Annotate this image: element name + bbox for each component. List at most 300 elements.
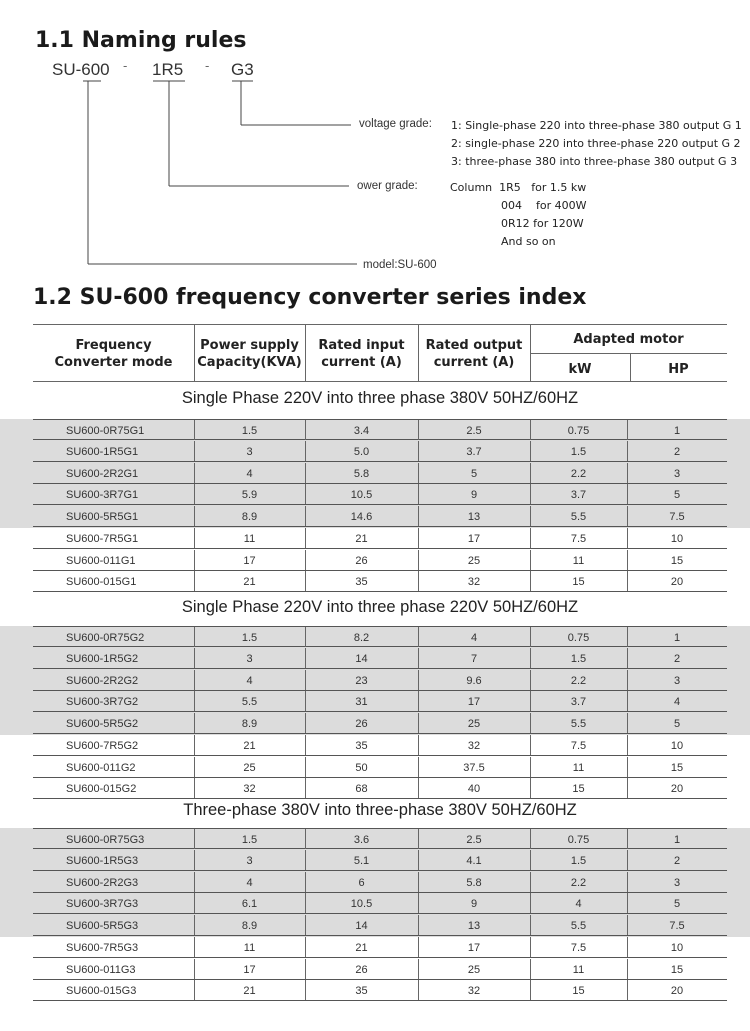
column-divider [530, 757, 531, 777]
cell-input-current: 14 [355, 920, 368, 932]
cell-hp: 2 [673, 855, 681, 867]
cell-capacity: 1.5 [241, 834, 258, 846]
column-divider [418, 463, 419, 483]
cell-output-current: 17 [467, 533, 481, 545]
column-divider [530, 648, 531, 668]
table-row [33, 550, 727, 571]
cell-hp: 20 [670, 783, 684, 795]
column-divider [194, 648, 195, 668]
cell-hp: 7.5 [669, 511, 685, 523]
cell-model: SU600-5R5G2 [66, 718, 139, 730]
cell-input-current: 8.2 [353, 632, 370, 644]
voltage-grade-label: voltage grade: [359, 118, 432, 130]
cell-output-current: 32 [467, 576, 481, 588]
cell-model: SU600-5R5G1 [66, 511, 139, 523]
column-divider [305, 670, 306, 690]
cell-hp: 2 [673, 446, 681, 458]
column-divider [418, 850, 419, 870]
column-divider [418, 778, 419, 798]
cell-hp: 5 [673, 718, 681, 730]
column-divider [627, 850, 628, 870]
cell-hp: 10 [670, 740, 684, 752]
header-hp: HP [668, 361, 689, 377]
cell-hp: 3 [673, 675, 681, 687]
column-divider [194, 463, 195, 483]
cell-model: SU600-1R5G1 [66, 446, 139, 458]
column-divider [627, 757, 628, 777]
voltage-desc-line: 3: three-phase 380 into three-phase 380 output G 3 [451, 155, 738, 168]
table-row [33, 828, 727, 849]
cell-input-current: 26 [355, 555, 368, 567]
cell-model: SU600-3R7G1 [66, 489, 139, 501]
cell-model: SU600-2R2G1 [66, 468, 139, 480]
column-divider [305, 627, 306, 647]
cell-model: SU600-011G3 [66, 964, 136, 976]
column-divider [530, 959, 531, 979]
header-input-current: Rated input current (A) [318, 338, 405, 370]
cell-input-current: 3.6 [353, 834, 370, 846]
column-divider [418, 571, 419, 591]
column-divider [194, 441, 195, 461]
cell-output-current: 32 [467, 740, 481, 752]
code-separator: - [123, 58, 128, 73]
cell-capacity: 17 [243, 964, 256, 976]
column-divider [418, 670, 419, 690]
cell-kw: 5.5 [570, 920, 587, 932]
column-divider [305, 528, 306, 548]
cell-model: SU600-0R75G2 [66, 632, 145, 644]
cell-hp: 2 [673, 653, 681, 665]
column-divider [194, 893, 195, 913]
column-divider [627, 691, 628, 711]
column-divider [418, 528, 419, 548]
table-row [33, 648, 727, 669]
column-divider [305, 691, 306, 711]
cell-output-current: 9 [470, 898, 478, 910]
column-divider [305, 484, 306, 504]
cell-kw: 3.7 [570, 696, 587, 708]
cell-model: SU600-011G2 [66, 762, 136, 774]
cell-capacity: 5.9 [241, 489, 258, 501]
cell-kw: 4 [575, 898, 582, 910]
column-divider [418, 893, 419, 913]
column-divider [418, 550, 419, 570]
cell-kw: 11 [572, 762, 585, 774]
cell-hp: 7.5 [669, 920, 685, 932]
cell-kw: 15 [572, 783, 585, 795]
column-divider [530, 829, 531, 849]
cell-model: SU600-0R75G1 [66, 425, 145, 437]
cell-kw: 5.5 [570, 718, 587, 730]
code-series: SU-600 [52, 60, 110, 79]
column-divider [530, 980, 531, 1000]
column-divider [194, 506, 195, 526]
cell-model: SU600-015G2 [66, 783, 137, 795]
column-divider [627, 627, 628, 647]
table-row [33, 419, 727, 440]
section-title: Three-phase 380V into three-phase 380V 50HZ/60HZ [183, 801, 577, 819]
cell-output-current: 3.7 [466, 446, 482, 458]
column-divider [530, 915, 531, 935]
column-divider [418, 506, 419, 526]
cell-kw: 1.5 [570, 446, 587, 458]
column-divider [305, 829, 306, 849]
cell-input-current: 26 [355, 718, 368, 730]
table-row [33, 959, 727, 980]
cell-kw: 7.5 [570, 942, 587, 954]
column-divider [305, 506, 306, 526]
cell-input-current: 5.0 [353, 446, 370, 458]
cell-model: SU600-015G3 [66, 985, 137, 997]
column-divider [194, 670, 195, 690]
cell-capacity: 1.5 [241, 425, 258, 437]
column-divider [530, 872, 531, 892]
column-divider [627, 713, 628, 733]
cell-kw: 15 [572, 576, 585, 588]
column-divider [627, 528, 628, 548]
column-divider [194, 980, 195, 1000]
column-divider [194, 850, 195, 870]
cell-model: SU600-015G1 [66, 576, 137, 588]
table-row [33, 670, 727, 691]
cell-kw: 2.2 [570, 468, 587, 480]
cell-model: SU600-5R5G3 [66, 920, 139, 932]
column-divider [305, 915, 306, 935]
cell-hp: 15 [670, 964, 684, 976]
column-divider [627, 959, 628, 979]
cell-capacity: 8.9 [241, 511, 258, 523]
cell-output-current: 4 [470, 632, 478, 644]
cell-input-current: 50 [355, 762, 368, 774]
cell-capacity: 32 [243, 783, 256, 795]
table-row [33, 757, 727, 778]
table-row [33, 441, 727, 462]
cell-output-current: 25 [467, 555, 481, 567]
cell-hp: 4 [673, 696, 681, 708]
cell-output-current: 2.5 [466, 834, 482, 846]
cell-model: SU600-2R2G2 [66, 675, 139, 687]
cell-model: SU600-3R7G3 [66, 898, 139, 910]
cell-output-current: 5.8 [466, 877, 482, 889]
column-divider [530, 670, 531, 690]
cell-kw: 1.5 [570, 855, 587, 867]
cell-input-current: 26 [355, 964, 368, 976]
table-row [33, 980, 727, 1001]
cell-kw: 11 [572, 964, 585, 976]
cell-kw: 0.75 [567, 834, 590, 846]
cell-capacity: 4 [246, 675, 253, 687]
cell-kw: 15 [572, 985, 585, 997]
voltage-grade-description [451, 117, 742, 171]
cell-output-current: 9.6 [466, 675, 482, 687]
cell-input-current: 14.6 [350, 511, 373, 523]
model-label: model:SU-600 [363, 259, 437, 271]
column-divider [530, 691, 531, 711]
cell-input-current: 31 [355, 696, 368, 708]
cell-model: SU600-2R2G3 [66, 877, 139, 889]
cell-model: SU600-7R5G2 [66, 740, 139, 752]
header-output-current: Rated output current (A) [425, 338, 523, 370]
column-divider [627, 441, 628, 461]
cell-output-current: 25 [467, 718, 481, 730]
column-divider [194, 959, 195, 979]
column-divider [194, 571, 195, 591]
cell-kw: 2.2 [570, 675, 587, 687]
cell-output-current: 32 [467, 985, 481, 997]
cell-kw: 7.5 [570, 533, 587, 545]
column-divider [305, 959, 306, 979]
section-title: Single Phase 220V into three phase 380V 50HZ/60HZ [181, 389, 579, 407]
column-divider [530, 893, 531, 913]
table-row [33, 872, 727, 893]
column-divider [418, 648, 419, 668]
table-row [33, 506, 727, 527]
cell-output-current: 7 [470, 653, 478, 665]
cell-output-current: 17 [467, 696, 481, 708]
column-divider [530, 441, 531, 461]
table-row [33, 528, 727, 549]
cell-hp: 1 [673, 834, 681, 846]
column-divider [194, 528, 195, 548]
column-divider [530, 778, 531, 798]
column-divider [530, 627, 531, 647]
cell-hp: 3 [673, 468, 681, 480]
cell-capacity: 3 [246, 855, 253, 867]
series-index-title: 1.2 SU-600 frequency converter series index [33, 285, 587, 310]
voltage-desc-line: 2: single-phase 220 into three-phase 220 output G 2 [451, 137, 741, 150]
section-title: Single Phase 220V into three phase 220V 50HZ/60HZ [181, 598, 579, 616]
column-divider [530, 550, 531, 570]
cell-capacity: 21 [243, 985, 256, 997]
column-divider [530, 463, 531, 483]
header-mode: Frequency Converter mode [54, 338, 173, 370]
table-row [33, 778, 727, 799]
column-divider [305, 980, 306, 1000]
cell-hp: 3 [673, 877, 681, 889]
cell-input-current: 21 [355, 942, 368, 954]
column-divider [418, 735, 419, 755]
cell-kw: 0.75 [567, 632, 590, 644]
cell-capacity: 4 [246, 468, 253, 480]
column-divider [627, 829, 628, 849]
column-divider [305, 441, 306, 461]
cell-input-current: 5.1 [353, 855, 370, 867]
column-divider [194, 420, 195, 440]
cell-capacity: 17 [243, 555, 256, 567]
column-divider [418, 829, 419, 849]
column-divider [627, 778, 628, 798]
cell-hp: 10 [670, 533, 684, 545]
header-capacity: Power supply Capacity(KVA) [197, 338, 302, 370]
column-divider [530, 850, 531, 870]
cell-output-current: 4.1 [466, 855, 482, 867]
column-divider [305, 571, 306, 591]
cell-hp: 5 [673, 898, 681, 910]
cell-output-current: 5 [470, 468, 478, 480]
table-row [33, 626, 727, 647]
column-divider [530, 484, 531, 504]
table-row [33, 735, 727, 756]
cell-input-current: 6 [358, 877, 365, 889]
cell-hp: 20 [670, 576, 684, 588]
column-divider [305, 937, 306, 957]
cell-input-current: 3.4 [353, 425, 370, 437]
cell-input-current: 35 [355, 576, 368, 588]
cell-model: SU600-7R5G3 [66, 942, 139, 954]
column-divider [530, 420, 531, 440]
cell-model: SU600-011G1 [66, 555, 136, 567]
cell-hp: 10 [670, 942, 684, 954]
column-divider [305, 550, 306, 570]
column-divider [627, 550, 628, 570]
cell-output-current: 40 [467, 783, 481, 795]
cell-model: SU600-1R5G2 [66, 653, 139, 665]
cell-capacity: 4 [246, 877, 253, 889]
column-divider [305, 893, 306, 913]
cell-output-current: 13 [467, 511, 481, 523]
column-divider [530, 735, 531, 755]
column-divider [194, 627, 195, 647]
cell-input-current: 10.5 [350, 489, 373, 501]
column-divider [627, 670, 628, 690]
column-divider [194, 937, 195, 957]
cell-output-current: 25 [467, 964, 481, 976]
column-divider [627, 915, 628, 935]
cell-output-current: 13 [467, 920, 481, 932]
column-divider [418, 915, 419, 935]
column-divider [530, 571, 531, 591]
power-desc-line: 0R12 for 120W [501, 217, 584, 230]
column-divider [418, 691, 419, 711]
column-divider [627, 506, 628, 526]
cell-kw: 3.7 [570, 489, 587, 501]
cell-model: SU600-7R5G1 [66, 533, 139, 545]
header-adapted-motor: Adapted motor [573, 331, 684, 347]
table-row [33, 484, 727, 505]
column-divider [194, 484, 195, 504]
column-divider [627, 735, 628, 755]
cell-capacity: 3 [246, 446, 253, 458]
column-divider [305, 850, 306, 870]
header-kw: kW [568, 361, 592, 377]
cell-hp: 15 [670, 762, 684, 774]
cell-input-current: 21 [355, 533, 368, 545]
column-divider [194, 713, 195, 733]
cell-model: SU600-3R7G2 [66, 696, 139, 708]
column-divider [305, 648, 306, 668]
cell-hp: 5 [673, 489, 681, 501]
naming-rules-title: 1.1 Naming rules [35, 28, 247, 53]
cell-hp: 20 [670, 985, 684, 997]
power-desc-line: And so on [501, 235, 556, 248]
column-divider [194, 691, 195, 711]
cell-kw: 1.5 [570, 653, 587, 665]
column-divider [418, 484, 419, 504]
column-divider [194, 829, 195, 849]
column-divider [305, 778, 306, 798]
cell-capacity: 8.9 [241, 718, 258, 730]
column-divider [627, 648, 628, 668]
column-divider [418, 713, 419, 733]
power-grade-description [450, 179, 586, 251]
column-divider [530, 528, 531, 548]
cell-output-current: 17 [467, 942, 481, 954]
cell-capacity: 11 [243, 942, 256, 954]
cell-model: SU600-0R75G3 [66, 834, 145, 846]
column-divider [627, 420, 628, 440]
table-row [33, 937, 727, 958]
column-divider [627, 571, 628, 591]
column-divider [305, 757, 306, 777]
cell-input-current: 14 [355, 653, 368, 665]
table-row [33, 691, 727, 712]
column-divider [194, 915, 195, 935]
cell-hp: 1 [673, 632, 681, 644]
table-row [33, 893, 727, 914]
cell-kw: 0.75 [567, 425, 590, 437]
column-divider [305, 735, 306, 755]
column-divider [418, 420, 419, 440]
cell-input-current: 10.5 [350, 898, 373, 910]
column-divider [418, 872, 419, 892]
column-divider [530, 506, 531, 526]
column-divider [418, 441, 419, 461]
cell-kw: 11 [572, 555, 585, 567]
power-desc-line: 004 for 400W [501, 199, 587, 212]
column-divider [418, 980, 419, 1000]
column-divider [627, 980, 628, 1000]
column-divider [530, 937, 531, 957]
table-row [33, 713, 727, 734]
cell-input-current: 68 [355, 783, 368, 795]
column-divider [627, 893, 628, 913]
column-divider [305, 420, 306, 440]
cell-input-current: 35 [355, 985, 368, 997]
column-divider [305, 872, 306, 892]
column-divider [418, 959, 419, 979]
column-divider [305, 463, 306, 483]
code-power: 1R5 [152, 60, 184, 79]
cell-hp: 1 [673, 425, 681, 437]
power-desc-line: Column 1R5 for 1.5 kw [450, 181, 587, 194]
column-divider [627, 872, 628, 892]
cell-capacity: 21 [243, 740, 256, 752]
cell-input-current: 35 [355, 740, 368, 752]
cell-output-current: 2.5 [466, 425, 482, 437]
cell-kw: 2.2 [570, 877, 587, 889]
cell-output-current: 9 [470, 489, 478, 501]
table-row [33, 915, 727, 936]
cell-capacity: 5.5 [241, 696, 258, 708]
column-divider [418, 757, 419, 777]
cell-capacity: 6.1 [241, 898, 258, 910]
cell-kw: 5.5 [570, 511, 587, 523]
cell-input-current: 5.8 [353, 468, 370, 480]
column-divider [627, 937, 628, 957]
cell-input-current: 23 [355, 675, 368, 687]
cell-capacity: 21 [243, 576, 256, 588]
cell-hp: 15 [670, 555, 684, 567]
code-separator: - [205, 58, 210, 73]
voltage-desc-line: 1: Single-phase 220 into three-phase 380 output G 1 [451, 119, 742, 132]
column-divider [418, 627, 419, 647]
column-divider [194, 757, 195, 777]
table-row [33, 463, 727, 484]
table-row [33, 850, 727, 871]
cell-capacity: 25 [243, 762, 256, 774]
code-voltage: G3 [231, 60, 254, 79]
column-divider [627, 484, 628, 504]
